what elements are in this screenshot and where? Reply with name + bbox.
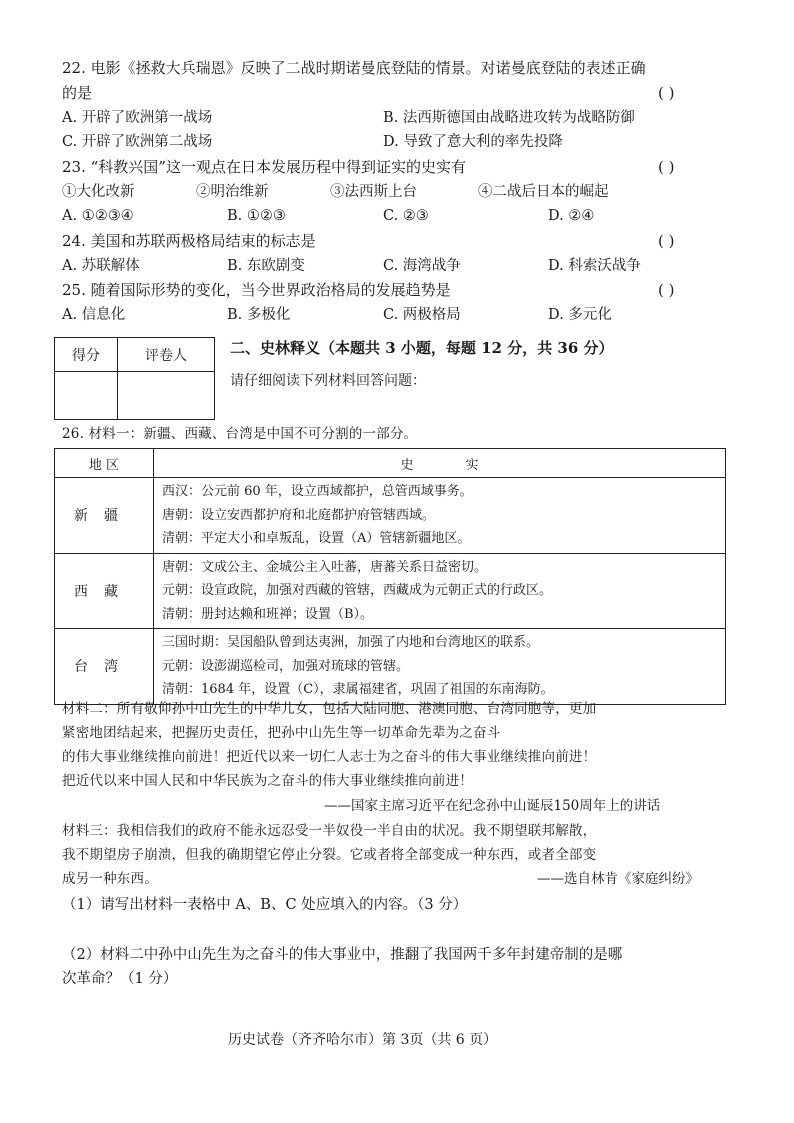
- q24-option-a: A. 苏联解体: [62, 258, 140, 274]
- q22-answer-paren: ( ): [658, 84, 675, 102]
- q24-option-c: C. 海湾战争: [383, 258, 461, 274]
- q25-answer-paren: ( ): [658, 281, 675, 299]
- q23-option-c: C. ②③: [383, 208, 429, 224]
- q26-sub1: （1）请写出材料一表格中 A、B、C 处应填入的内容。（3 分）: [62, 897, 468, 913]
- q25-option-a: A. 信息化: [62, 307, 126, 323]
- q23-option-d: D. ②④: [548, 208, 595, 224]
- section-instruction: 请仔细阅读下列材料回答问题：: [230, 373, 426, 389]
- q26-sub2-line2: 次革命？（1 分）: [62, 971, 178, 987]
- q24-stem: 24. 美国和苏联两极格局结束的标志是: [62, 232, 316, 250]
- q23-answer-paren: ( ): [658, 158, 675, 176]
- q22-option-c: C. 开辟了欧洲第二战场: [62, 134, 213, 150]
- score-cell[interactable]: [55, 372, 118, 420]
- q25-option-b: B. 多极化: [227, 307, 291, 323]
- q24-answer-paren: ( ): [658, 232, 675, 250]
- fact-line: 唐朝：文成公主、金城公主入吐蕃，唐蕃关系日益密切。: [162, 559, 488, 575]
- region-cell: 新疆: [55, 478, 154, 554]
- q26-material1-intro: 26. 材料一：新疆、西藏、台湾是中国不可分割的一部分。: [62, 426, 418, 442]
- table-row: [55, 553, 726, 629]
- table-header-region: 地 区: [55, 449, 154, 478]
- q22-option-b: B. 法西斯德国由战略进攻转为战略防御: [383, 110, 635, 126]
- q26-sub2-line1: （2）材料二中孙中山先生为之奋斗的伟大事业中，推翻了我国两千多年封建帝制的是哪: [62, 947, 623, 963]
- page-footer: 历史试卷（齐齐哈尔市）第 3页（共 6 页）: [228, 1032, 498, 1048]
- table-row: [55, 629, 726, 705]
- history-facts-table: [54, 448, 726, 705]
- material2-source: ——国家主席习近平在纪念孙中山诞辰150周年上的讲话: [324, 798, 661, 814]
- q25-option-d: D. 多元化: [548, 307, 612, 323]
- grader-cell[interactable]: [118, 372, 215, 420]
- fact-line: 三国时期：吴国船队曾到达夷洲，加强了内地和台湾地区的联系。: [162, 635, 540, 650]
- q23-option-b: B. ①②③: [227, 208, 286, 224]
- q24-option-d: D. 科索沃战争: [548, 258, 641, 274]
- score-label: 得分: [55, 338, 118, 372]
- fact-line: 唐朝：设立安西都护府和北庭都护府管辖西域。: [162, 507, 436, 523]
- facts-cell: [154, 629, 726, 705]
- q22-option-a: A. 开辟了欧洲第一战场: [62, 110, 213, 126]
- material3-source: ——选自林肯《家庭纠纷》: [537, 871, 699, 887]
- fact-line: 清朝：1684 年，设置（C），隶属福建省，巩固了祖国的东南海防。: [162, 682, 554, 697]
- region-cell: 台湾: [55, 629, 154, 705]
- table-row: [55, 478, 726, 554]
- q23-item-1: ①大化改新: [62, 184, 135, 200]
- q22-stem-line2: 的是: [62, 84, 93, 102]
- q22-stem-line1: 22. 电影《拯救大兵瑞恩》反映了二战时期诺曼底登陆的情景。对诺曼底登陆的表述正确: [62, 59, 646, 77]
- q24-option-b: B. 东欧剧变: [227, 258, 305, 274]
- score-box: [54, 337, 215, 420]
- material3-line: 材料三：我相信我们的政府不能永远忍受一半奴役一半自由的状况。我不期望联邦解散，: [62, 823, 597, 839]
- fact-line: 清朝：平定大小和卓叛乱，设置（A）管辖新疆地区。: [162, 531, 471, 546]
- fact-line: 元朝：设澎湖巡检司，加强对琉球的管辖。: [162, 658, 410, 674]
- table-header-facts: 史 实: [154, 449, 726, 478]
- region-cell: 西藏: [55, 553, 154, 629]
- grader-label: 评卷人: [118, 338, 215, 372]
- section-title: 二、史林释义（本题共 3 小题，每题 12 分，共 36 分）: [230, 339, 614, 357]
- q25-stem: 25. 随着国际形势的变化，当今世界政治格局的发展趋势是: [62, 281, 451, 299]
- fact-line: 西汉：公元前 60 年，设立西域都护，总管西域事务。: [162, 484, 473, 499]
- material3-line: 成另一种东西。: [62, 871, 158, 887]
- material2-line: 材料二：所有敬仰孙中山先生的中华儿女，包括大陆同胞、港澳同胞、台湾同胞等，更加: [62, 701, 597, 717]
- material3-line: 我不期望房子崩溃，但我的确期望它停止分裂。它或者将全部变成一种东西，或者全部变: [62, 847, 597, 863]
- facts-cell: [154, 553, 726, 629]
- q23-item-4: ④二战后日本的崛起: [478, 184, 609, 200]
- material2-line: 把近代以来中国人民和中华民族为之奋斗的伟大事业继续推向前进！: [62, 773, 473, 789]
- fact-line: 清朝：册封达赖和班禅；设置（B）。: [162, 606, 374, 622]
- q22-option-d: D. 导致了意大利的率先投降: [383, 134, 563, 150]
- material2-line: 紧密地团结起来，把握历史责任，把孙中山先生等一切革命先辈为之奋斗: [62, 725, 501, 741]
- q23-option-a: A. ①②③④: [62, 208, 134, 224]
- q25-option-c: C. 两极格局: [383, 307, 461, 323]
- q23-item-3: ③法西斯上台: [330, 184, 417, 200]
- fact-line: 元朝：设宣政院，加强对西藏的管辖，西藏成为元朝正式的行政区。: [162, 583, 553, 598]
- q23-stem: 23. “科教兴国”这一观点在日本发展历程中得到证实的史实有: [62, 158, 466, 176]
- material2-line: 的伟大事业继续推向前进！把近代以来一切仁人志士为之奋斗的伟大事业继续推向前进！: [62, 749, 597, 765]
- facts-cell: [154, 478, 726, 554]
- q23-item-2: ②明治维新: [196, 184, 269, 200]
